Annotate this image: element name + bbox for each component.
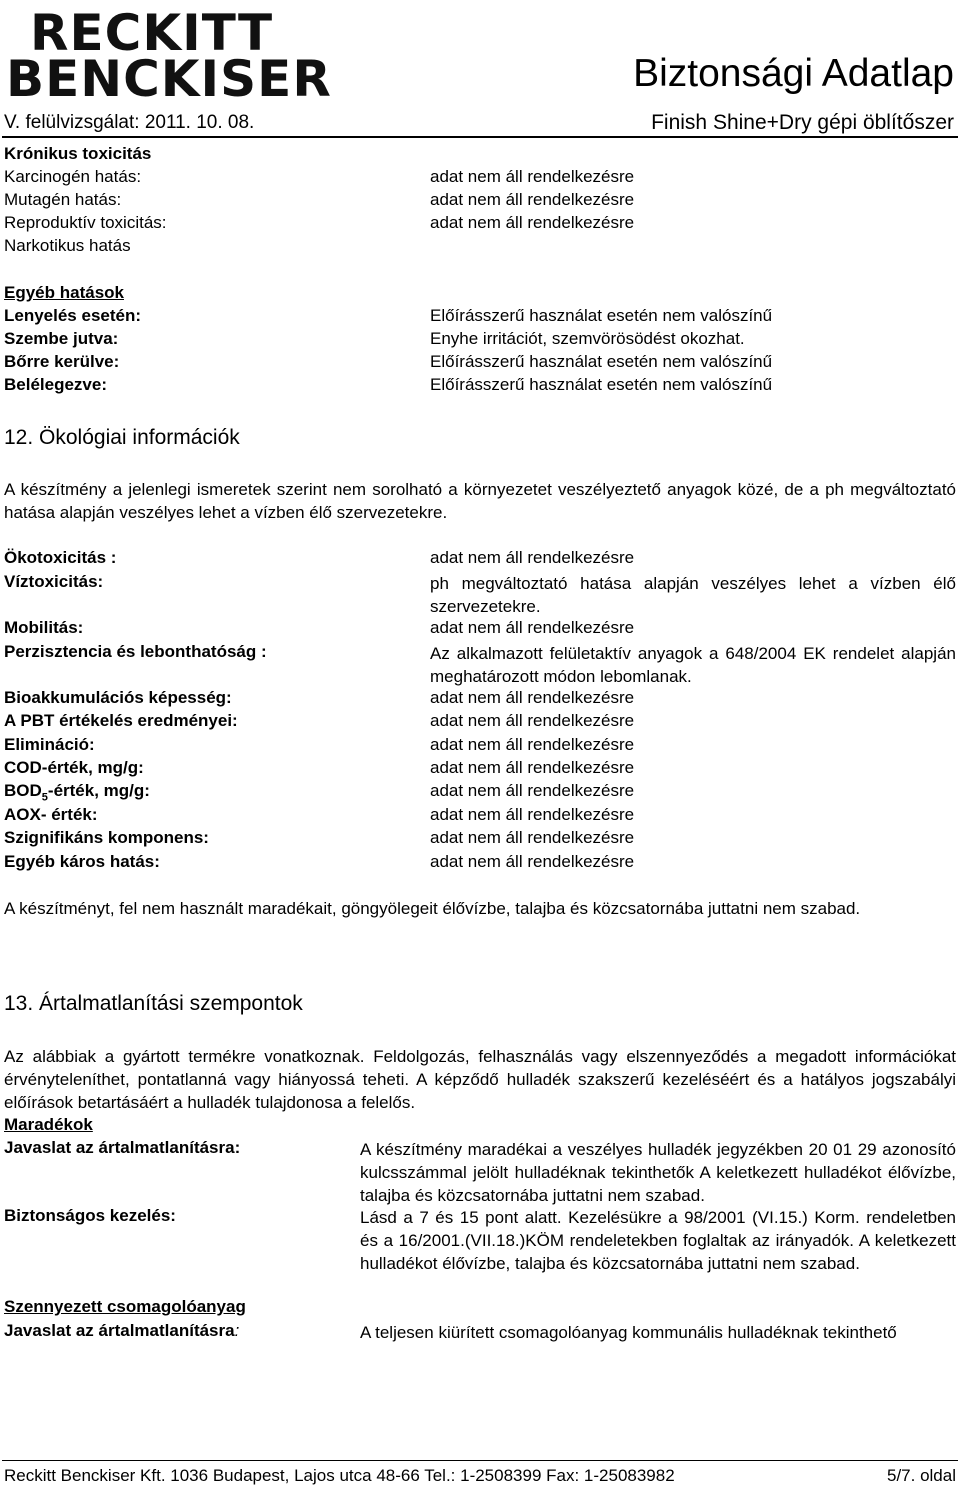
chronic-label: Karcinogén hatás: xyxy=(4,167,142,186)
effect-label: Szembe jutva: xyxy=(4,329,119,348)
bod-subscript: 5 xyxy=(41,791,48,804)
header-divider xyxy=(2,136,958,138)
logo-line1: RECKITT xyxy=(30,4,274,62)
eco-value: adat nem áll rendelkezésre xyxy=(430,735,635,754)
eco-value: adat nem áll rendelkezésre xyxy=(430,852,635,871)
eco-value: adat nem áll rendelkezésre xyxy=(430,758,635,777)
eco-value: adat nem áll rendelkezésre xyxy=(430,618,635,637)
effect-value: Enyhe irritációt, szemvörösödést okozhat. xyxy=(430,329,745,348)
section-12-intro: A készítmény a jelenlegi ismeretek szerint nem sorolható a környezetet veszélyeztető anyagok közé, de a ph megváltoztató hatása alapján veszélyes lehet a vízben élő szervezetekre. xyxy=(4,480,956,522)
chronic-value: adat nem áll rendelkezésre xyxy=(430,190,635,209)
eco-label: Ökotoxicitás : xyxy=(4,548,117,567)
chronic-value: adat nem áll rendelkezésre xyxy=(430,167,635,186)
eco-value: adat nem áll rendelkezésre xyxy=(430,688,635,707)
section-12-closing: A készítményt, fel nem használt maradékait, göngyölegeit élővízbe, talajba és közcsatornába juttatni nem szabad. xyxy=(4,899,861,918)
eco-label: Elimináció: xyxy=(4,735,95,754)
chronic-label: Reproduktív toxicitás: xyxy=(4,213,167,232)
eco-label: Egyéb káros hatás: xyxy=(4,852,160,871)
effect-value: Előírásszerű használat esetén nem valószínű xyxy=(430,352,773,371)
eco-label: COD-érték, mg/g: xyxy=(4,758,144,777)
eco-value: ph megváltoztató hatása alapján veszélyes lehet a vízben élő szervezetekre. xyxy=(430,574,956,616)
packaging-heading: Szennyezett csomagolóanyag xyxy=(4,1297,246,1316)
eco-label: A PBT értékelés eredményei: xyxy=(4,711,238,730)
eco-value: adat nem áll rendelkezésre xyxy=(430,781,635,800)
eco-value: Az alkalmazott felületaktív anyagok a 648/2004 EK rendelet alapján meghatározott módon lebomlanak. xyxy=(430,644,956,686)
eco-value: adat nem áll rendelkezésre xyxy=(430,711,635,730)
effect-label: Lenyelés esetén: xyxy=(4,306,142,325)
bod-suffix: -érték, mg/g: xyxy=(47,781,150,800)
eco-value: adat nem áll rendelkezésre xyxy=(430,805,635,824)
eco-label: Perzisztencia és lebonthatóság : xyxy=(4,642,267,661)
disposal-label: Javaslat az ártalmatlanításra: xyxy=(4,1138,241,1157)
disposal-value: A készítmény maradékai a veszélyes hulladék jegyzékben 20 01 29 azonosító kulcsszámmal jelölt hulladéknak tekinthetők A keletkezett hulladékot élővízbe, talajba és közcsatornába juttatni nem szabad. xyxy=(360,1140,956,1205)
chronic-label: Narkotikus hatás xyxy=(4,236,131,255)
chronic-heading: Krónikus toxicitás xyxy=(4,144,152,163)
eco-value: adat nem áll rendelkezésre xyxy=(430,548,635,567)
eco-label: Mobilitás: xyxy=(4,618,84,637)
section-12-heading: 12. Ökológiai információk xyxy=(4,426,240,449)
logo-line2: BENCKISER xyxy=(6,50,332,108)
chronic-value: adat nem áll rendelkezésre xyxy=(430,213,635,232)
footer-divider xyxy=(2,1460,958,1461)
document-title: Biztonsági Adatlap xyxy=(633,52,954,95)
residues-heading: Maradékok xyxy=(4,1115,93,1134)
effect-label: Bőrre kerülve: xyxy=(4,352,120,371)
footer xyxy=(4,1466,956,1486)
packaging-label-text: Javaslat az ártalmatlanításra xyxy=(4,1321,235,1340)
effect-value: Előírásszerű használat esetén nem valószínű xyxy=(430,375,773,394)
eco-label: Bioakkumulációs képesség: xyxy=(4,688,232,707)
eco-label: AOX- érték: xyxy=(4,805,98,824)
effect-value: Előírásszerű használat esetén nem valószínű xyxy=(430,306,773,325)
eco-value: adat nem áll rendelkezésre xyxy=(430,828,635,847)
chronic-label: Mutagén hatás: xyxy=(4,190,122,209)
packaging-value: A teljesen kiürített csomagolóanyag kommunális hulladéknak tekinthető xyxy=(360,1323,897,1342)
section-13-intro: Az alábbiak a gyártott termékre vonatkoznak. Feldolgozás, felhasználás vagy elszennyeződés a megadott információkat érvényteleníthet, pontatlanná vagy hiányossá teheti. A képződő hulladék szakszerű kezeléséért és a hatályos jogszabályi előírások betartásáért a hulladék tulajdonosa a felelős. xyxy=(4,1047,956,1112)
page-number: 5/7. oldal xyxy=(887,1466,956,1485)
safe-handling-label: Biztonságos kezelés: xyxy=(4,1206,176,1225)
effect-label: Belélegezve: xyxy=(4,375,107,394)
section-13-heading: 13. Ártalmatlanítási szempontok xyxy=(4,992,303,1015)
packaging-label xyxy=(4,1321,239,1341)
bod-prefix: BOD xyxy=(4,781,42,800)
revision-date: V. felülvizsgálat: 2011. 10. 08. xyxy=(4,112,255,133)
safe-handling-value: Lásd a 7 és 15 pont alatt. Kezelésükre a 98/2001 (VI.15.) Korm. rendeletben és a 16/2001.(VII.18.)KÖM rendeletekben foglaltak az irányadók. A keletkezett hulladékot élővízbe, talajba és közcsatornába juttatni nem szabad. xyxy=(360,1208,956,1273)
eco-label: Víztoxicitás: xyxy=(4,572,104,591)
other-effects-heading: Egyéb hatások xyxy=(4,283,124,302)
product-name: Finish Shine+Dry gépi öblítőszer xyxy=(651,111,954,134)
footer-company: Reckitt Benckiser Kft. 1036 Budapest, Lajos utca 48-66 Tel.: 1-2508399 Fax: 1-25083982 xyxy=(4,1466,675,1485)
bod-label xyxy=(4,781,150,803)
packaging-label-colon: : xyxy=(234,1321,240,1340)
eco-label: Szignifikáns komponens: xyxy=(4,828,209,847)
reckitt-benckiser-logo xyxy=(6,4,332,108)
